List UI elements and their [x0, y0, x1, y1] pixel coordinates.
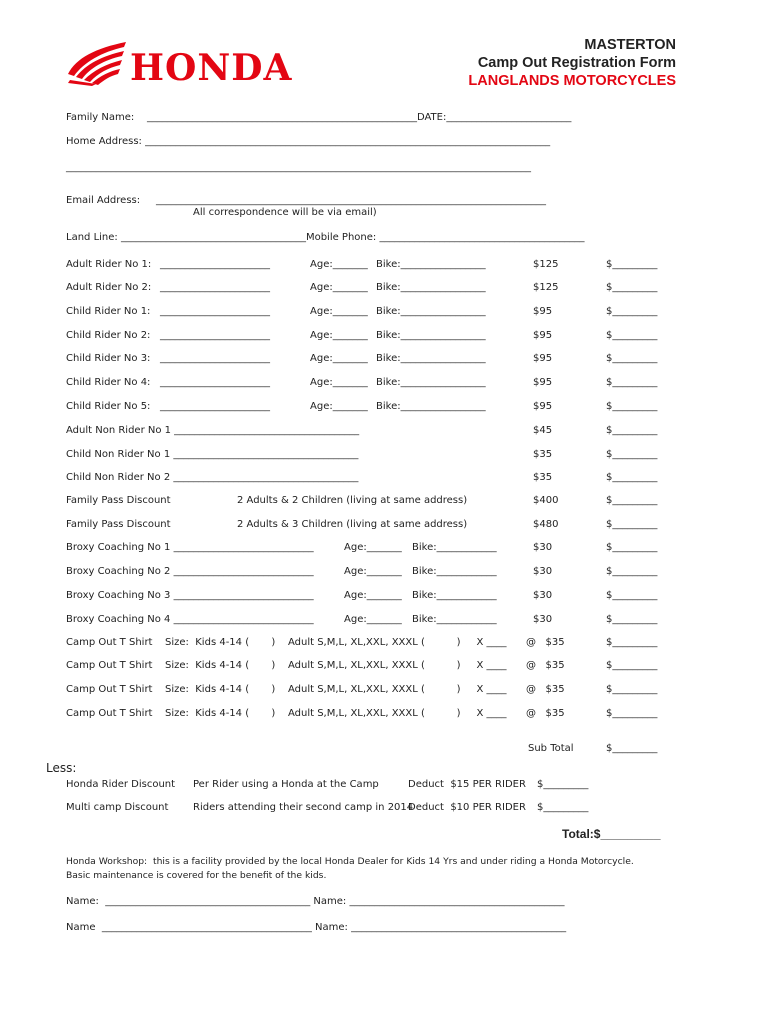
rider-name-field[interactable]: ______________________ [160, 401, 270, 412]
row-label: Child Rider No 4: [66, 377, 151, 388]
line-total-field[interactable]: $_________ [606, 566, 658, 577]
price: $30 [533, 590, 553, 601]
line-total-field[interactable]: $_________ [606, 590, 658, 601]
age-field[interactable]: Age:_______ [310, 259, 368, 270]
line-total-field[interactable]: $_________ [606, 425, 658, 436]
age-field[interactable]: Age:_______ [310, 282, 368, 293]
price: $30 [533, 614, 553, 625]
discount-value-field[interactable]: $_________ [537, 779, 589, 790]
bike-field[interactable]: Bike:_________________ [376, 259, 486, 270]
rider-name-field[interactable]: ______________________ [160, 306, 270, 317]
rider-name-field[interactable]: ______________________ [160, 282, 270, 293]
price: $30 [533, 542, 553, 553]
line-total-field[interactable]: $_________ [606, 449, 658, 460]
discount-description: Per Rider using a Honda at the Camp [193, 779, 379, 790]
discount-label: Honda Rider Discount [66, 779, 176, 790]
family-name-field[interactable]: Family Name: ______________________________________________________DATE:_________________________ [66, 112, 572, 123]
line-total-field[interactable]: $_________ [606, 660, 658, 671]
age-field[interactable]: Age:_______ [344, 542, 402, 553]
line-total-field[interactable]: $_________ [606, 259, 658, 270]
row-label: Child Rider No 5: [66, 401, 151, 412]
bike-field[interactable]: Bike:____________ [412, 590, 497, 601]
tshirt-size-field[interactable]: Size: Kids 4-14 ( ) Adult S,M,L, XL,XXL, XXXL ( ) X ____ [165, 660, 507, 671]
age-field[interactable]: Age:_______ [344, 614, 402, 625]
line-total-field[interactable]: $_________ [606, 614, 658, 625]
line-total-field[interactable]: $_________ [606, 637, 658, 648]
address-line-2-field[interactable]: _____________________________________________________________________________________________ [66, 162, 531, 173]
line-total-field[interactable]: $_________ [606, 519, 658, 530]
row-label: Adult Rider No 1: [66, 259, 152, 270]
non-rider-field[interactable]: Adult Non Rider No 1 _____________________________________ [66, 425, 360, 436]
line-total-field[interactable]: $_________ [606, 542, 658, 553]
discount-description: Riders attending their second camp in 2014 [193, 802, 414, 813]
line-total-field[interactable]: $_________ [606, 282, 658, 293]
row-label: Child Rider No 1: [66, 306, 151, 317]
line-total-field[interactable]: $_________ [606, 377, 658, 388]
bike-field[interactable]: Bike:_________________ [376, 377, 486, 388]
price: @ $35 [526, 684, 565, 695]
price: $400 [533, 495, 559, 506]
line-total-field[interactable]: $_________ [606, 306, 658, 317]
coaching-name-field[interactable]: Broxy Coaching No 2 ____________________________ [66, 566, 314, 577]
bike-field[interactable]: Bike:_________________ [376, 282, 486, 293]
tshirt-size-field[interactable]: Size: Kids 4-14 ( ) Adult S,M,L, XL,XXL, XXXL ( ) X ____ [165, 708, 507, 719]
line-total-field[interactable]: $_________ [606, 353, 658, 364]
price: $480 [533, 519, 559, 530]
price: $30 [533, 566, 553, 577]
rider-name-field[interactable]: ______________________ [160, 353, 270, 364]
age-field[interactable]: Age:_______ [344, 590, 402, 601]
discount-value-field[interactable]: $_________ [537, 802, 589, 813]
price: @ $35 [526, 637, 565, 648]
phone-fields[interactable]: Land Line: _____________________________________Mobile Phone: _________________________________________ [66, 232, 585, 243]
rider-name-field[interactable]: ______________________ [160, 259, 270, 270]
age-field[interactable]: Age:_______ [310, 377, 368, 388]
bike-field[interactable]: Bike:_________________ [376, 306, 486, 317]
coaching-name-field[interactable]: Broxy Coaching No 1 ____________________________ [66, 542, 314, 553]
discount-label: Multi camp Discount [66, 802, 169, 813]
email-address-field[interactable]: Email Address: ______________________________________________________________________________ [66, 195, 547, 206]
line-total-field[interactable]: $_________ [606, 684, 658, 695]
discount-deduct: Deduct $10 PER RIDER [408, 802, 526, 813]
form-heading-location: MASTERTON [584, 37, 676, 53]
bike-field[interactable]: Bike:____________ [412, 566, 497, 577]
row-label: Camp Out T Shirt [66, 684, 153, 695]
row-label: Family Pass Discount [66, 495, 171, 506]
subtotal-label: Sub Total [528, 743, 574, 754]
coaching-name-field[interactable]: Broxy Coaching No 3 ____________________________ [66, 590, 314, 601]
bike-field[interactable]: Bike:_________________ [376, 353, 486, 364]
age-field[interactable]: Age:_______ [310, 330, 368, 341]
grand-total-field[interactable]: Total:$_________ [562, 827, 661, 841]
price: $45 [533, 425, 553, 436]
workshop-names-row-2[interactable]: Name __________________________________________ Name: ___________________________________________ [66, 922, 567, 933]
bike-field[interactable]: Bike:____________ [412, 542, 497, 553]
price: $95 [533, 306, 553, 317]
price: @ $35 [526, 708, 565, 719]
price: $35 [533, 449, 553, 460]
less-heading: Less: [46, 761, 77, 775]
discount-deduct: Deduct $15 PER RIDER [408, 779, 526, 790]
subtotal-field[interactable]: $_________ [606, 743, 658, 754]
form-heading-dealer: LANGLANDS MOTORCYCLES [468, 73, 676, 89]
pass-description: 2 Adults & 2 Children (living at same address) [237, 495, 468, 506]
non-rider-field[interactable]: Child Non Rider No 2 _____________________________________ [66, 472, 359, 483]
price: $95 [533, 330, 553, 341]
price: $125 [533, 259, 559, 270]
rider-name-field[interactable]: ______________________ [160, 330, 270, 341]
pass-description: 2 Adults & 3 Children (living at same address) [237, 519, 468, 530]
price: @ $35 [526, 660, 565, 671]
age-field[interactable]: Age:_______ [310, 401, 368, 412]
workshop-note-line1: Honda Workshop: this is a facility provided by the local Honda Dealer for Kids 14 Yrs and under riding a Honda Motorcycle. [66, 856, 634, 867]
home-address-field[interactable]: Home Address: _________________________________________________________________________________ [66, 136, 551, 147]
age-field[interactable]: Age:_______ [310, 306, 368, 317]
row-label: Camp Out T Shirt [66, 637, 153, 648]
coaching-name-field[interactable]: Broxy Coaching No 4 ____________________________ [66, 614, 314, 625]
bike-field[interactable]: Bike:_________________ [376, 401, 486, 412]
non-rider-field[interactable]: Child Non Rider No 1 _____________________________________ [66, 449, 359, 460]
age-field[interactable]: Age:_______ [310, 353, 368, 364]
workshop-names-row-1[interactable]: Name: _________________________________________ Name: ___________________________________________ [66, 896, 565, 907]
row-label: Child Rider No 3: [66, 353, 151, 364]
row-label: Camp Out T Shirt [66, 660, 153, 671]
price: $95 [533, 353, 553, 364]
line-total-field[interactable]: $_________ [606, 330, 658, 341]
price: $125 [533, 282, 559, 293]
rider-name-field[interactable]: ______________________ [160, 377, 270, 388]
row-label: Child Rider No 2: [66, 330, 151, 341]
bike-field[interactable]: Bike:_________________ [376, 330, 486, 341]
form-heading-title: Camp Out Registration Form [477, 55, 676, 71]
line-total-field[interactable]: $_________ [606, 495, 658, 506]
row-label: Camp Out T Shirt [66, 708, 153, 719]
price: $95 [533, 377, 553, 388]
email-note: All correspondence will be via email) [193, 207, 377, 218]
line-total-field[interactable]: $_________ [606, 472, 658, 483]
tshirt-size-field[interactable]: Size: Kids 4-14 ( ) Adult S,M,L, XL,XXL, XXXL ( ) X ____ [165, 637, 507, 648]
age-field[interactable]: Age:_______ [344, 566, 402, 577]
row-label: Family Pass Discount [66, 519, 171, 530]
tshirt-size-field[interactable]: Size: Kids 4-14 ( ) Adult S,M,L, XL,XXL, XXXL ( ) X ____ [165, 684, 507, 695]
price: $95 [533, 401, 553, 412]
honda-logo [66, 38, 341, 88]
line-total-field[interactable]: $_________ [606, 401, 658, 412]
honda-wordmark: HONDA [130, 47, 293, 88]
workshop-note-line2: Basic maintenance is covered for the benefit of the kids. [66, 870, 327, 881]
line-total-field[interactable]: $_________ [606, 708, 658, 719]
price: $35 [533, 472, 553, 483]
row-label: Adult Rider No 2: [66, 282, 152, 293]
bike-field[interactable]: Bike:____________ [412, 614, 497, 625]
